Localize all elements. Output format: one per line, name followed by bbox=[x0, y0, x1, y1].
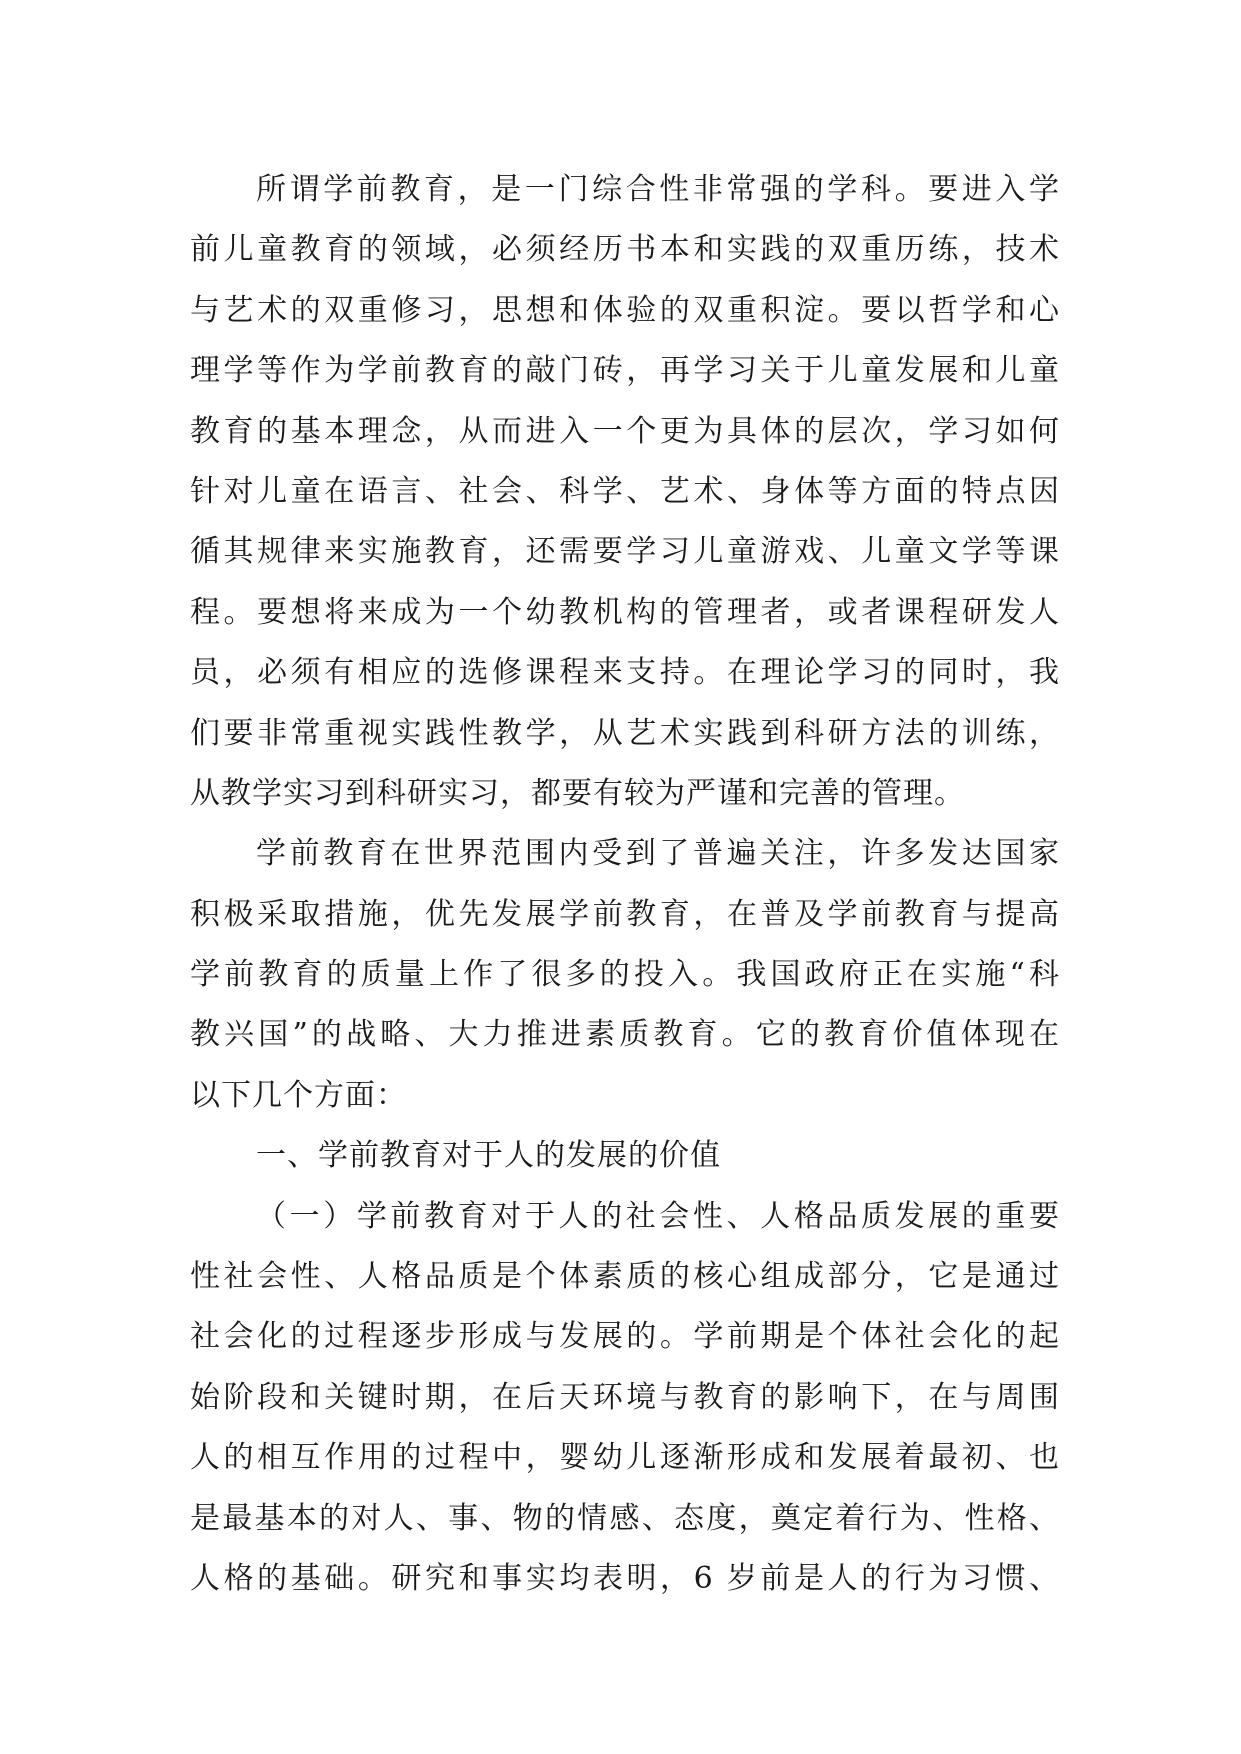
document-body bbox=[190, 160, 1060, 1609]
text-line: 性社会性、人格品质是个体素质的核心组成部分，它是通过 bbox=[190, 1259, 1060, 1295]
text-line: 以下几个方面： bbox=[190, 1077, 407, 1113]
section-heading bbox=[190, 1126, 1060, 1186]
text-line: 人格的基础。研究和事实均表明，6 岁前是人的行为习惯、 bbox=[190, 1560, 1060, 1596]
text-line: 们要非常重视实践性教学，从艺术实践到科研方法的训练， bbox=[190, 715, 1060, 751]
text-line: 积极采取措施，优先发展学前教育，在普及学前教育与提高 bbox=[190, 896, 1060, 932]
text-line: 学前教育的质量上作了很多的投入。我国政府正在实施“科 bbox=[190, 957, 1060, 993]
text-line: （一）学前教育对于人的社会性、人格品质发展的重要 bbox=[256, 1198, 1060, 1234]
text-line: 从教学实习到科研实习，都要有较为严谨和完善的管理。 bbox=[190, 775, 965, 811]
text-line: 程。要想将来成为一个幼教机构的管理者，或者课程研发人 bbox=[190, 594, 1060, 630]
text-line: 员，必须有相应的选修课程来支持。在理论学习的同时，我 bbox=[190, 655, 1060, 691]
text-line: 是最基本的对人、事、物的情感、态度，奠定着行为、性格、 bbox=[190, 1500, 1060, 1536]
text-line: 与艺术的双重修习，思想和体验的双重积淀。要以哲学和心 bbox=[190, 292, 1060, 328]
heading-line: 一、学前教育对于人的发展的价值 bbox=[256, 1138, 721, 1174]
paragraph-attention bbox=[190, 824, 1060, 1126]
paragraph-intro bbox=[190, 160, 1060, 824]
text-line: 所谓学前教育，是一门综合性非常强的学科。要进入学 bbox=[256, 172, 1060, 207]
paragraph-social-value bbox=[190, 1187, 1060, 1610]
text-line: 始阶段和关键时期，在后天环境与教育的影响下，在与周围 bbox=[190, 1379, 1060, 1415]
text-line: 教育的基本理念，从而进入一个更为具体的层次，学习如何 bbox=[190, 413, 1060, 449]
text-line: 学前教育在世界范围内受到了普遍关注，许多发达国家 bbox=[256, 836, 1060, 872]
text-line: 教兴国”的战略、大力推进素质教育。它的教育价值体现在 bbox=[190, 1017, 1060, 1053]
text-line: 针对儿童在语言、社会、科学、艺术、身体等方面的特点因 bbox=[190, 473, 1060, 509]
text-line: 理学等作为学前教育的敲门砖，再学习关于儿童发展和儿童 bbox=[190, 353, 1060, 389]
text-line: 前儿童教育的领域，必须经历书本和实践的双重历练，技术 bbox=[190, 232, 1060, 268]
text-line: 人的相互作用的过程中，婴幼儿逐渐形成和发展着最初、也 bbox=[190, 1440, 1060, 1476]
text-line: 社会化的过程逐步形成与发展的。学前期是个体社会化的起 bbox=[190, 1319, 1060, 1355]
text-line: 循其规律来实施教育，还需要学习儿童游戏、儿童文学等课 bbox=[190, 534, 1060, 570]
